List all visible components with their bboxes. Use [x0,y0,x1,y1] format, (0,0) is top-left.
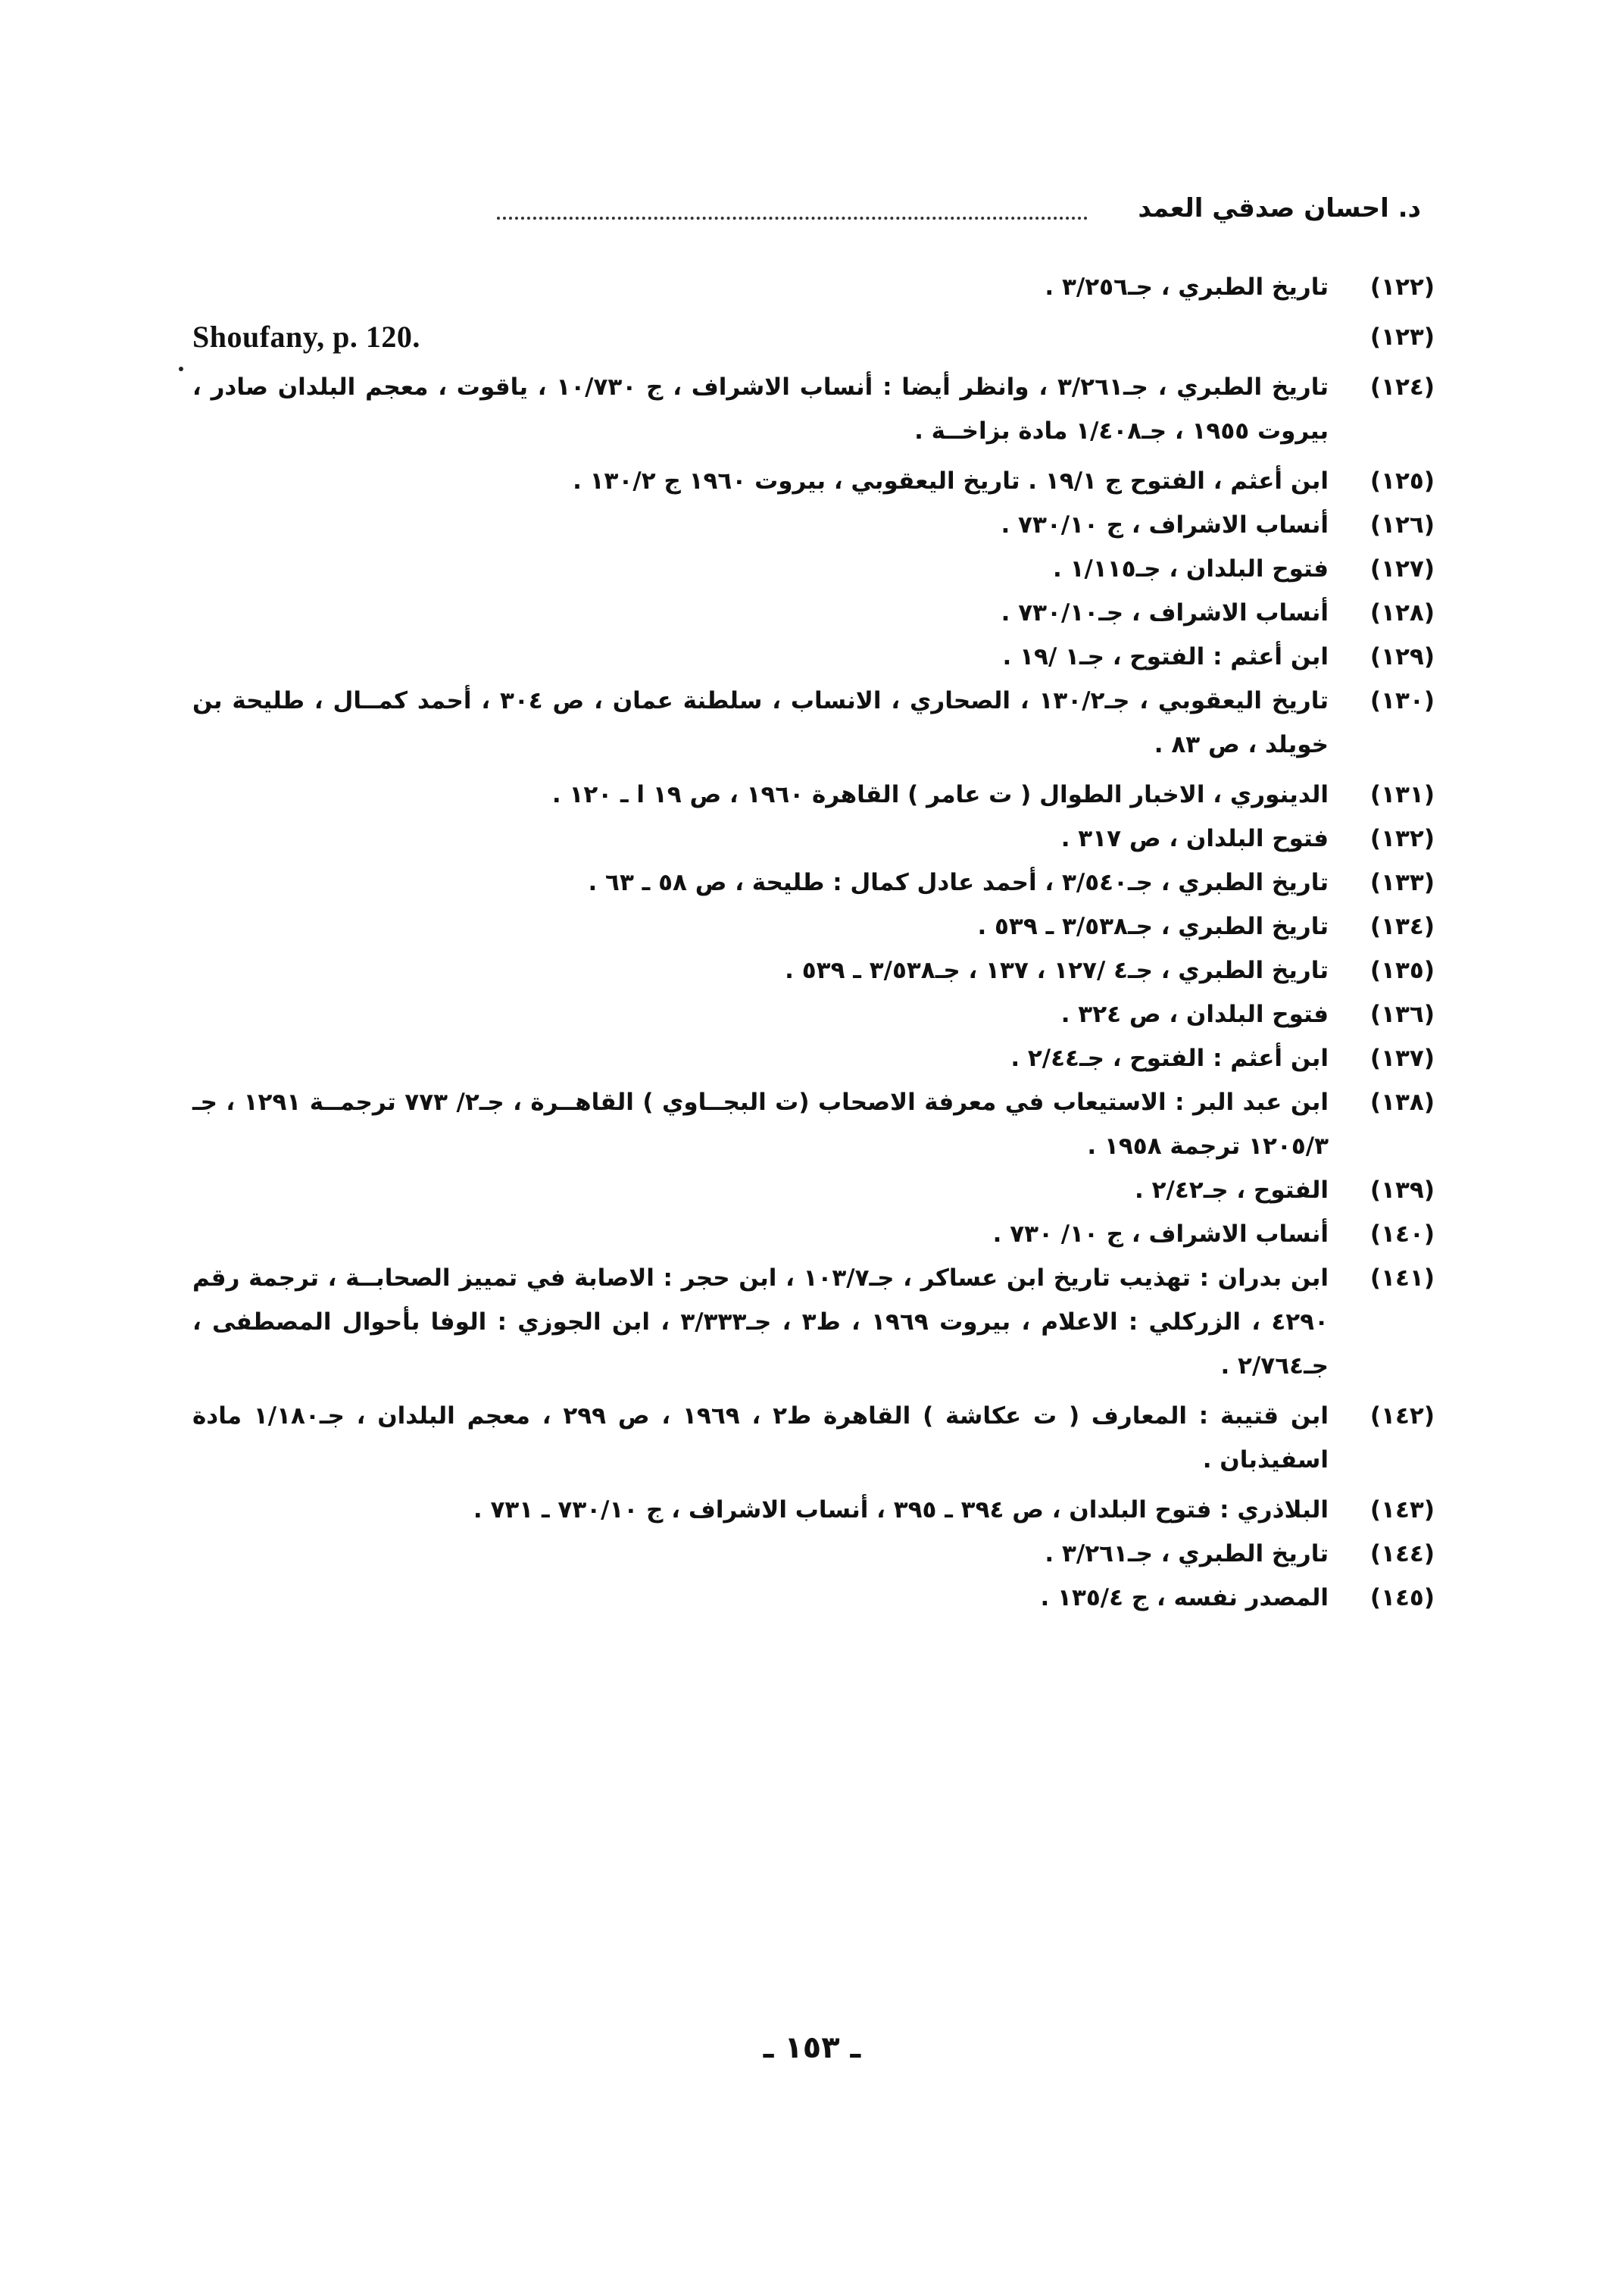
endnote-number: (١٢٦) [1369,511,1435,539]
endnote-number: (١٣٧) [1369,1045,1435,1072]
endnote-text: تاريخ اليعقوبي ، جـ١٣٠/٢ ، الصحاري ، الانساب ، سلطنة عمان ، ص ٣٠٤ ، أحمد كمــال ، طليحة بن خويلد ، ص ٨٣ . [192,687,1329,758]
endnote-143 [192,1488,1435,1532]
endnote-number: (١٢٢) [1369,273,1435,301]
endnote-127 [192,547,1435,591]
endnote-140 [192,1212,1435,1256]
endnote-text: الدينوري ، الاخبار الطوال ( ت عامر ) القاهرة ١٩٦٠ ، ص ١٩ ا ـ ١٢٠ . [551,781,1329,808]
endnote-number: (١٣٠) [1369,687,1435,714]
endnote-number: (١٣٢) [1369,825,1435,852]
endnote-number: (١٢٨) [1369,599,1435,627]
endnote-134 [192,905,1435,949]
endnote-number: (١٢٩) [1369,643,1435,670]
endnote-number: (١٢٧) [1369,555,1435,583]
endnote-128 [192,591,1435,635]
endnote-130 [192,679,1435,767]
header-author: د. احسان صدقي العمد [1138,193,1421,223]
endnote-122 [192,265,1435,309]
endnote-text: فتوح البلدان ، جـ١/١١٥ . [1053,555,1329,583]
endnote-text: تاريخ الطبري ، جـ٣/٢٦١ . [1045,1540,1329,1567]
endnote-text: تاريخ الطبري ، جـ٣/٥٣٨ ـ ٥٣٩ . [977,913,1329,940]
endnote-135 [192,949,1435,992]
stray-dot [179,367,183,371]
endnote-number: (١٣٥) [1369,957,1435,984]
endnote-137 [192,1036,1435,1080]
header-leader-dots [497,217,1088,220]
endnote-number: (١٤٠) [1369,1220,1435,1248]
endnote-text: ابن بدران : تهذيب تاريخ ابن عساكر ، جـ١٠٣/٧ ، ابن حجر : الاصابة في تمييز الصحابــة ، ترجمة رقم ٤٢٩٠ ، الزركلي : الاعلام ، بيروت ١٩٦٩ ، ط٣ ، جـ٣/٣٣٣ ، ابن الجوزي : الوفا بأحوال المصطفى ، جـ٢/٧٦٤ . [192,1264,1329,1380]
endnote-text: ابن أعثم ، الفتوح ج ١٩/١ . تاريخ اليعقوبي ، بيروت ١٩٦٠ ج ١٣٠/٢ . [573,467,1329,495]
endnote-text: تاريخ الطبري ، جـ٣/٢٦١ ، وانظر أيضا : أنساب الاشراف ، ج ١٠/٧٣٠ ، ياقوت ، معجم البلدان صادر ، بيروت ١٩٥٥ ، جـ١/٤٠٨ مادة بزاخــة . [192,373,1329,445]
endnote-text: تاريخ الطبري ، جـ٣/٥٤٠ ، أحمد عادل كمال : طليحة ، ص ٥٨ ـ ٦٣ . [588,869,1329,896]
endnote-number: (١٣٩) [1369,1177,1435,1204]
endnote-number: (١٣٦) [1369,1001,1435,1028]
page-number: ـ ١٥٣ ـ [763,2030,861,2065]
endnote-number: (١٤٢) [1369,1402,1435,1430]
endnote-124 [192,365,1435,453]
endnote-139 [192,1168,1435,1212]
endnote-number: (١٣٤) [1369,913,1435,940]
endnote-text: ابن عبد البر : الاستيعاب في معرفة الاصحاب (ت البجــاوي ) القاهــرة ، جـ٢/ ٧٧٣ ترجمــة ١٢٩١ ، جـ ١٢٠٥/٣ ترجمة ١٩٥٨ . [192,1089,1329,1160]
endnote-text: Shoufany, p. 120. [192,320,420,354]
endnote-number: (١٢٤) [1369,373,1435,401]
endnote-text: الفتوح ، جـ٢/٤٢ . [1135,1177,1329,1204]
endnote-text: ابن أعثم : الفتوح ، جـ٢/٤٤ . [1010,1045,1329,1072]
endnote-144 [192,1532,1435,1576]
endnote-text: أنساب الاشراف ، ج ١٠/ ٧٣٠ . [992,1220,1329,1248]
endnote-text: ابن أعثم : الفتوح ، جـ١ /١٩ . [1002,643,1329,670]
endnote-141 [192,1256,1435,1388]
endnote-text: فتوح البلدان ، ص ٣٢٤ . [1060,1001,1329,1028]
running-header [179,186,1421,230]
endnote-126 [192,503,1435,547]
endnote-text: تاريخ الطبري ، جـ٣/٢٥٦ . [1045,273,1329,301]
endnote-number: (١٤٥) [1369,1584,1435,1611]
endnote-number: (١٢٣) [1369,323,1435,351]
endnote-text: المصدر نفسه ، ج ١٣٥/٤ . [1040,1584,1329,1611]
endnote-text: أنساب الاشراف ، ج ٧٣٠/١٠ . [1001,511,1329,539]
endnote-142 [192,1394,1435,1482]
endnote-129 [192,635,1435,679]
endnote-number: (١٣٨) [1369,1089,1435,1116]
endnote-number: (١٤٤) [1369,1540,1435,1567]
endnote-text: ابن قتيبة : المعارف ( ت عكاشة ) القاهرة ط٢ ، ١٩٦٩ ، ص ٢٩٩ ، معجم البلدان ، جـ١/١٨٠ مادة اسفيذبان . [192,1402,1329,1474]
endnote-138 [192,1080,1435,1168]
endnote-number: (١٣٣) [1369,869,1435,896]
endnote-text: البلاذري : فتوح البلدان ، ص ٣٩٤ ـ ٣٩٥ ، أنساب الاشراف ، ج ٧٣٠/١٠ ـ ٧٣١ . [473,1496,1329,1524]
endnote-text: فتوح البلدان ، ص ٣١٧ . [1060,825,1329,852]
endnote-131 [192,773,1435,817]
endnotes-list [192,265,1435,1620]
endnote-text: تاريخ الطبري ، جـ٤ /١٢٧ ، ١٣٧ ، جـ٣/٥٣٨ ـ ٥٣٩ . [785,957,1329,984]
endnote-number: (١٢٥) [1369,467,1435,495]
endnote-number: (١٣١) [1369,781,1435,808]
endnote-125 [192,459,1435,503]
endnote-136 [192,992,1435,1036]
endnote-133 [192,861,1435,905]
endnote-123 [192,315,1435,359]
endnote-number: (١٤١) [1369,1264,1435,1292]
endnote-145 [192,1576,1435,1620]
endnote-number: (١٤٣) [1369,1496,1435,1524]
endnote-132 [192,817,1435,861]
endnote-text: أنساب الاشراف ، جـ٧٣٠/١٠ . [1001,599,1329,627]
